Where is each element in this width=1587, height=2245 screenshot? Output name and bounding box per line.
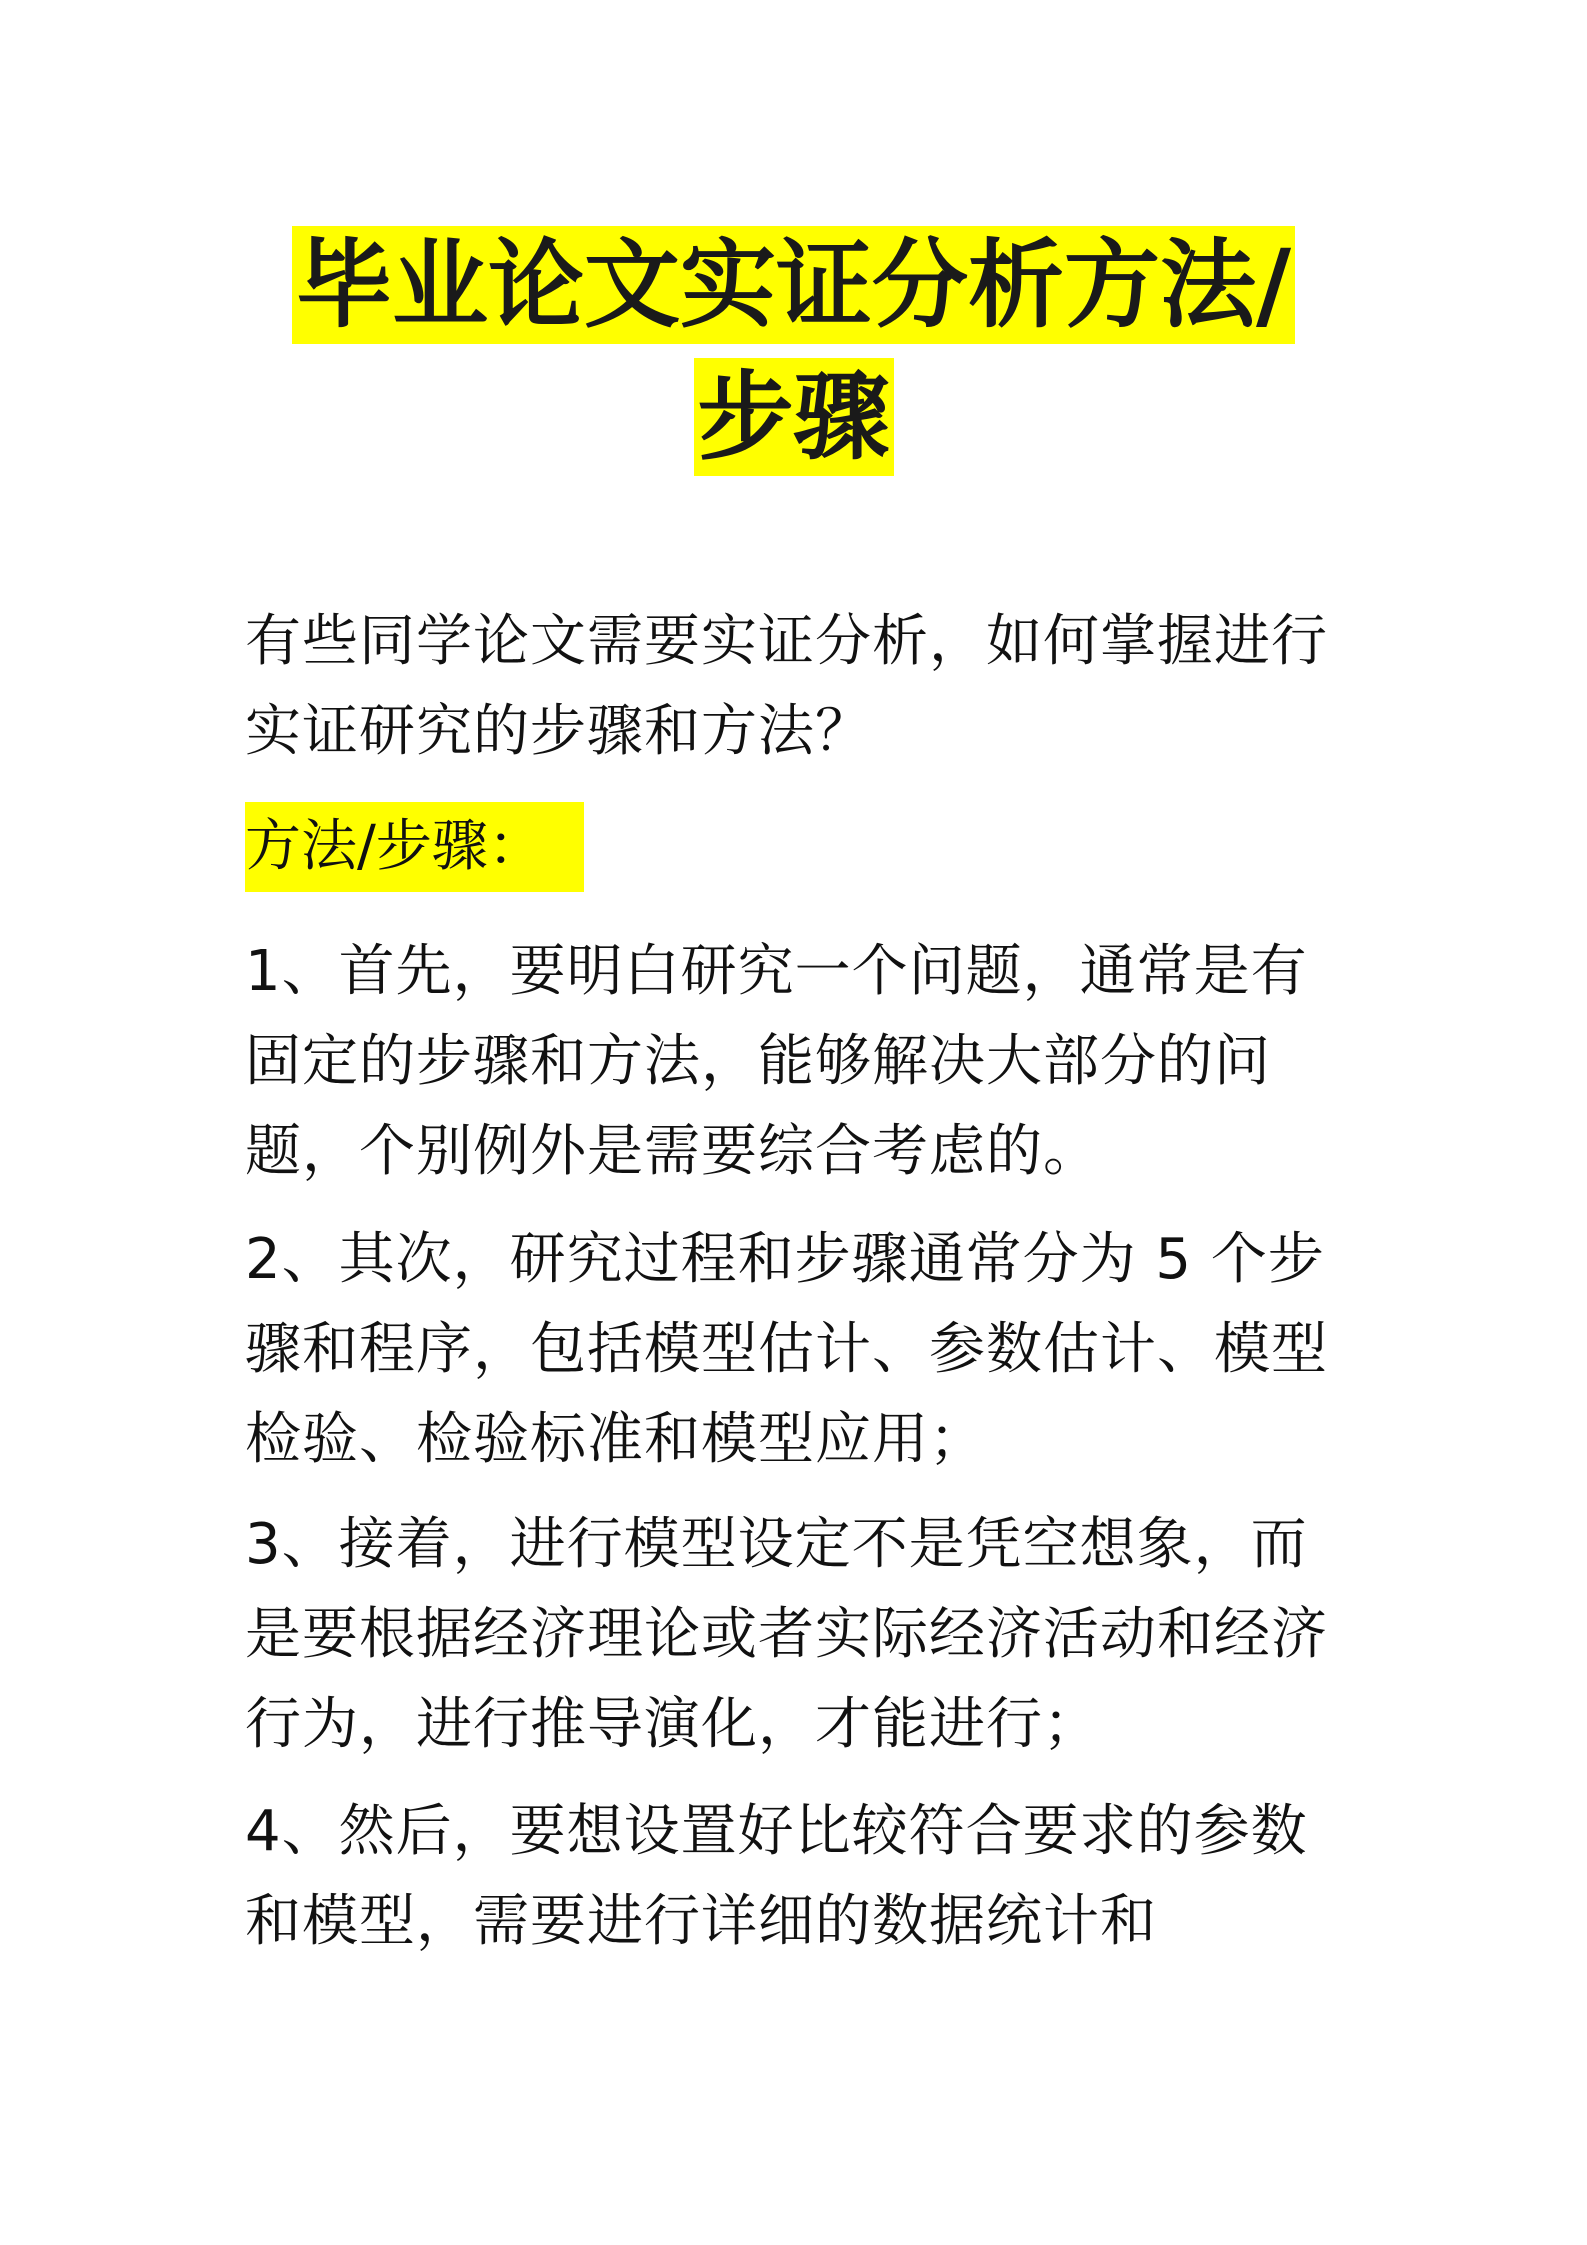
- intro-paragraph: 有些同学论文需要实证分析，如何掌握进行实证研究的步骤和方法？: [245, 609, 1328, 764]
- step-paragraph-2: 2、其次，研究过程和步骤通常分为 5 个步骤和程序，包括模型估计、参数估计、模型检验、检验标准和模型应用；: [245, 1227, 1328, 1472]
- page-title-line-1: 毕业论文实证分析方法/: [292, 226, 1295, 344]
- step-paragraph-3: 3、接着，进行模型设定不是凭空想象，而是要根据经济理论或者实际经济活动和经济行为，进行推导演化，才能进行；: [245, 1512, 1328, 1757]
- page-title-line-2: 步骤: [694, 358, 894, 476]
- title-line-1-wrapper: [0, 226, 1587, 344]
- section-label: 方法/步骤：: [245, 802, 584, 892]
- step-paragraph-1: 1、首先，要明白研究一个问题，通常是有固定的步骤和方法，能够解决大部分的问题，个别例外是需要综合考虑的。: [245, 939, 1308, 1184]
- title-line-2-wrapper: [0, 358, 1587, 476]
- step-paragraph-4: 4、然后，要想设置好比较符合要求的参数和模型，需要进行详细的数据统计和: [245, 1799, 1308, 1954]
